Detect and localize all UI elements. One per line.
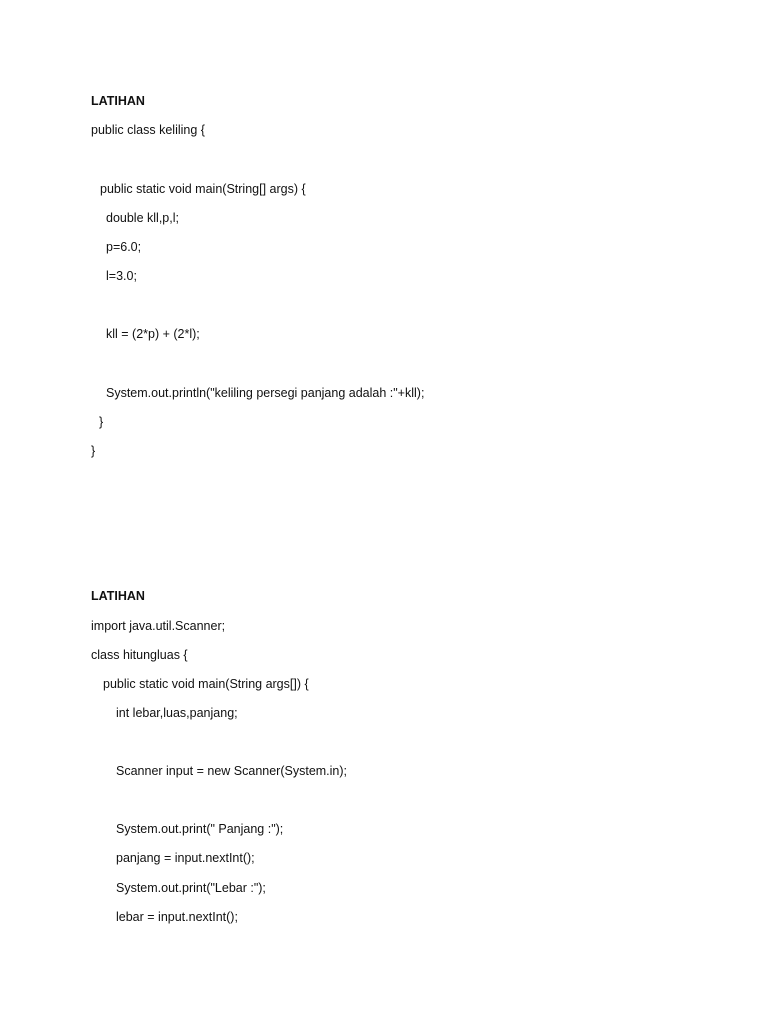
code-line: class hitungluas {: [91, 648, 188, 662]
code-line: }: [99, 415, 104, 429]
section-1-heading: LATIHAN: [91, 94, 145, 108]
code-line: import java.util.Scanner;: [91, 619, 226, 633]
code-line: panjang = input.nextInt();: [116, 851, 255, 865]
code-line: p=6.0;: [106, 240, 142, 254]
code-line: public static void main(String[] args) {: [100, 182, 306, 196]
code-line: l=3.0;: [106, 269, 137, 283]
code-line: lebar = input.nextInt();: [116, 910, 238, 924]
code-line: Scanner input = new Scanner(System.in);: [116, 764, 348, 778]
code-line: System.out.print(" Panjang :");: [116, 822, 284, 836]
code-line: kll = (2*p) + (2*l);: [106, 327, 200, 341]
code-line: System.out.println("keliling persegi panjang adalah :"+kll);: [106, 386, 425, 400]
code-line: double kll,p,l;: [106, 211, 179, 225]
section-2-heading: LATIHAN: [91, 589, 145, 603]
code-line: int lebar,luas,panjang;: [116, 706, 238, 720]
code-line: public static void main(String args[]) {: [103, 677, 309, 691]
code-line: public class keliling {: [91, 123, 205, 137]
code-line: }: [91, 444, 96, 458]
code-line: System.out.print("Lebar :");: [116, 881, 266, 895]
